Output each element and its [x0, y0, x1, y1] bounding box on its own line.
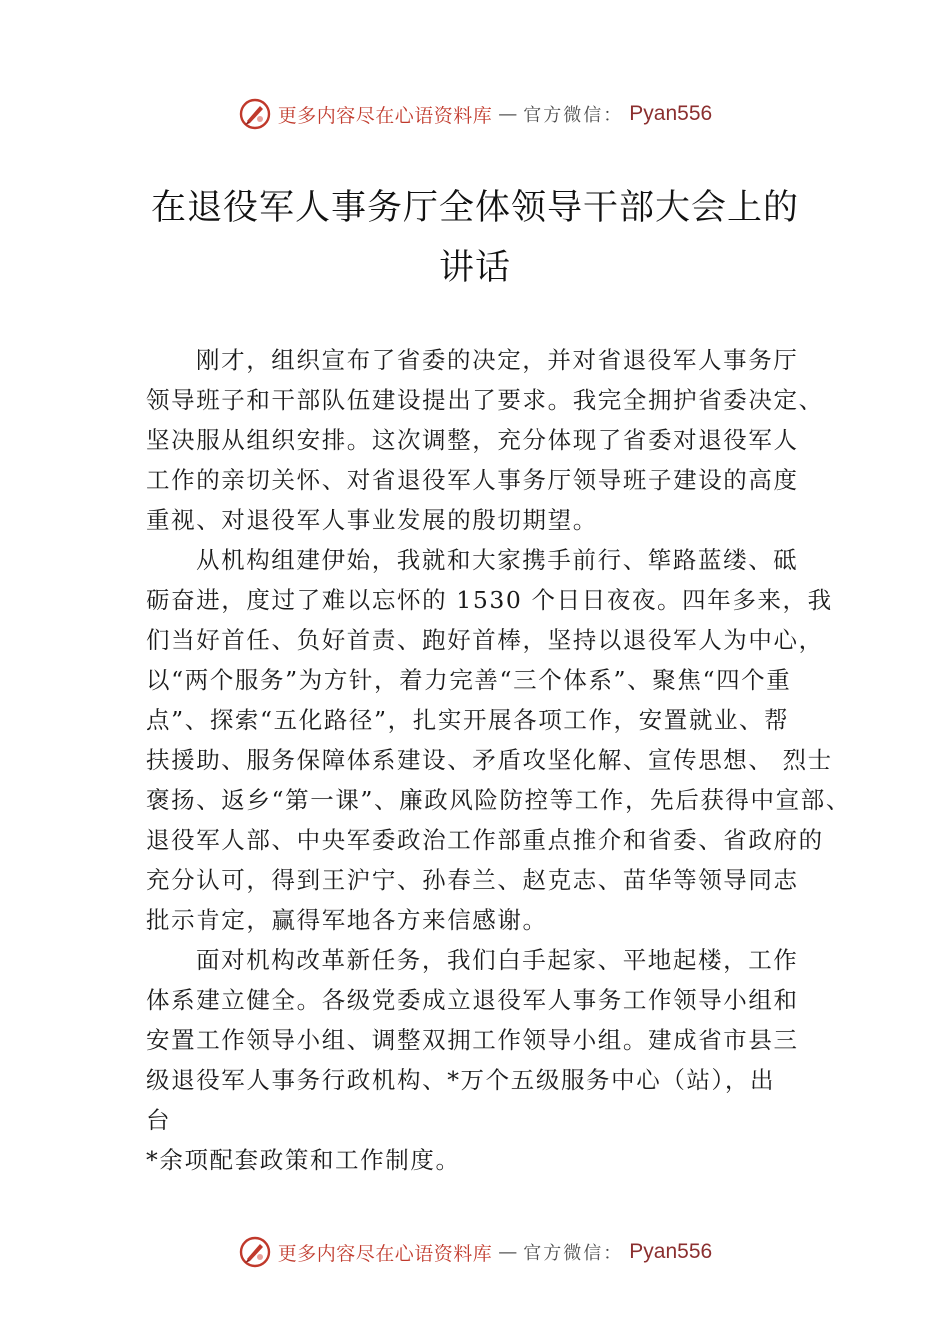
document-title-line-2: 讲话	[438, 248, 511, 288]
footer-watermark-banner	[0, 1232, 950, 1272]
body-line: 刚才，组织宣布了省委的决定，并对省退役军人事务厅	[196, 346, 799, 374]
body-line: 褒扬、返乡“第一课”、廉政风险防控等工作，先后获得中宣部、	[146, 786, 851, 814]
body-line: 安置工作领导小组、调整双拥工作领导小组。建成省市县三	[146, 1026, 799, 1054]
banner-wechat-label: 官方微信：	[523, 1243, 624, 1264]
body-line: 点”、探索“五化路径”，扎实开展各项工作，安置就业、帮	[146, 706, 790, 734]
body-line: 扶援助、服务保障体系建设、矛盾攻坚化解、宣传思想、 烈士	[146, 746, 833, 774]
body-line: 们当好首任、负好首责、跑好首棒，坚持以退役军人为中心，	[146, 626, 824, 654]
document-title-line-1: 在退役军人事务厅全体领导干部大会上的	[150, 188, 799, 228]
pen-logo-icon	[238, 97, 272, 131]
banner-wechat-label: 官方微信：	[523, 105, 624, 126]
banner-wechat-id: Pyan556	[629, 1240, 713, 1263]
banner-separator: —	[498, 103, 518, 125]
body-line: 批示肯定，赢得军地各方来信感谢。	[146, 906, 548, 934]
body-line: *余项配套政策和工作制度。	[146, 1146, 461, 1174]
body-line: 充分认可，得到王沪宁、孙春兰、赵克志、苗华等领导同志	[146, 866, 799, 894]
body-line: 以“两个服务”为方针，着力完善“三个体系”、聚焦“四个重	[146, 666, 792, 694]
body-line: 从机构组建伊始，我就和大家携手前行、筚路蓝缕、砥	[196, 546, 799, 574]
pen-logo-icon	[238, 1235, 272, 1269]
body-line: 重视、对退役军人事业发展的殷切期望。	[146, 506, 598, 534]
body-line: 体系建立健全。各级党委成立退役军人事务工作领导小组和	[146, 986, 799, 1014]
banner-separator: —	[498, 1241, 518, 1263]
body-line: 面对机构改革新任务，我们白手起家、平地起楼，工作	[196, 946, 799, 974]
header-watermark-banner	[0, 94, 950, 134]
body-line: 领导班子和干部队伍建设提出了要求。我完全拥护省委决定、	[146, 386, 824, 414]
body-line: 级退役军人事务行政机构、*万个五级服务中心（站），出	[146, 1066, 776, 1094]
banner-wechat-id: Pyan556	[629, 102, 713, 125]
banner-text: 更多内容尽在心语资料库	[277, 104, 493, 127]
body-line: 坚决服从组织安排。这次调整，充分体现了省委对退役军人	[146, 426, 799, 454]
banner-text: 更多内容尽在心语资料库	[277, 1242, 493, 1265]
body-line: 退役军人部、中央军委政治工作部重点推介和省委、省政府的	[146, 826, 824, 854]
body-line: 砺奋进，度过了难以忘怀的 1530 个日日夜夜。四年多来，我	[146, 586, 833, 614]
body-line: 工作的亲切关怀、对省退役军人事务厅领导班子建设的高度	[146, 466, 799, 494]
body-line: 台	[146, 1106, 172, 1134]
